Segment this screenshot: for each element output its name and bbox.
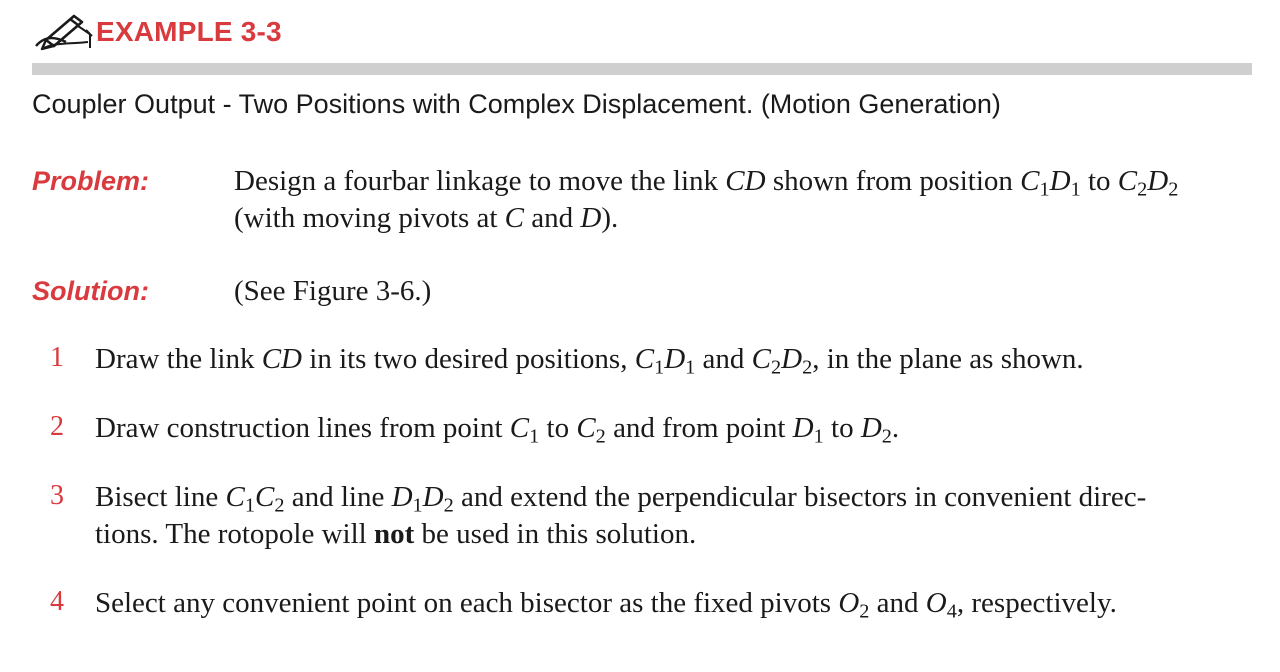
step-2-text: Draw construction lines from point $C_1$ to $C_2$ and from point $D_1$ to $D_2$. xyxy=(95,412,900,448)
problem-text: Design a fourbar linkage to move the link CD shown from position $C_1D_1$ to $C_2D_2$ (with moving pivots at C and D). xyxy=(234,165,1179,234)
step-number: 4 xyxy=(50,586,64,617)
solution-label: Solution: xyxy=(32,276,149,306)
header-divider xyxy=(32,63,1252,75)
step-number: 2 xyxy=(50,411,64,442)
pen-writing-icon xyxy=(32,12,94,52)
step-1-text: Draw the link CD in its two desired positions, $C_1D_1$ and $C_2D_2$, in the plane as shown. xyxy=(95,343,1084,379)
step-4-text: Select any convenient point on each bisector as the fixed pivots $O_2$ and $O_4$, respectively. xyxy=(95,587,1117,623)
example-subtitle: Coupler Output - Two Positions with Complex Displacement. (Motion Generation) xyxy=(32,89,1001,119)
problem-label: Problem: xyxy=(32,166,150,196)
example-title: EXAMPLE 3-3 xyxy=(96,16,282,47)
step-3-text: Bisect line $C_1C_2$ and line $D_1D_2$ and extend the perpendicular bisectors in convenient direc- tions. The rotopole will not be used in this solution. xyxy=(95,481,1147,550)
solution-text: (See Figure 3-6.) xyxy=(234,275,432,307)
example-header xyxy=(32,12,282,52)
step-number: 3 xyxy=(50,480,64,511)
step-number: 1 xyxy=(50,342,64,373)
